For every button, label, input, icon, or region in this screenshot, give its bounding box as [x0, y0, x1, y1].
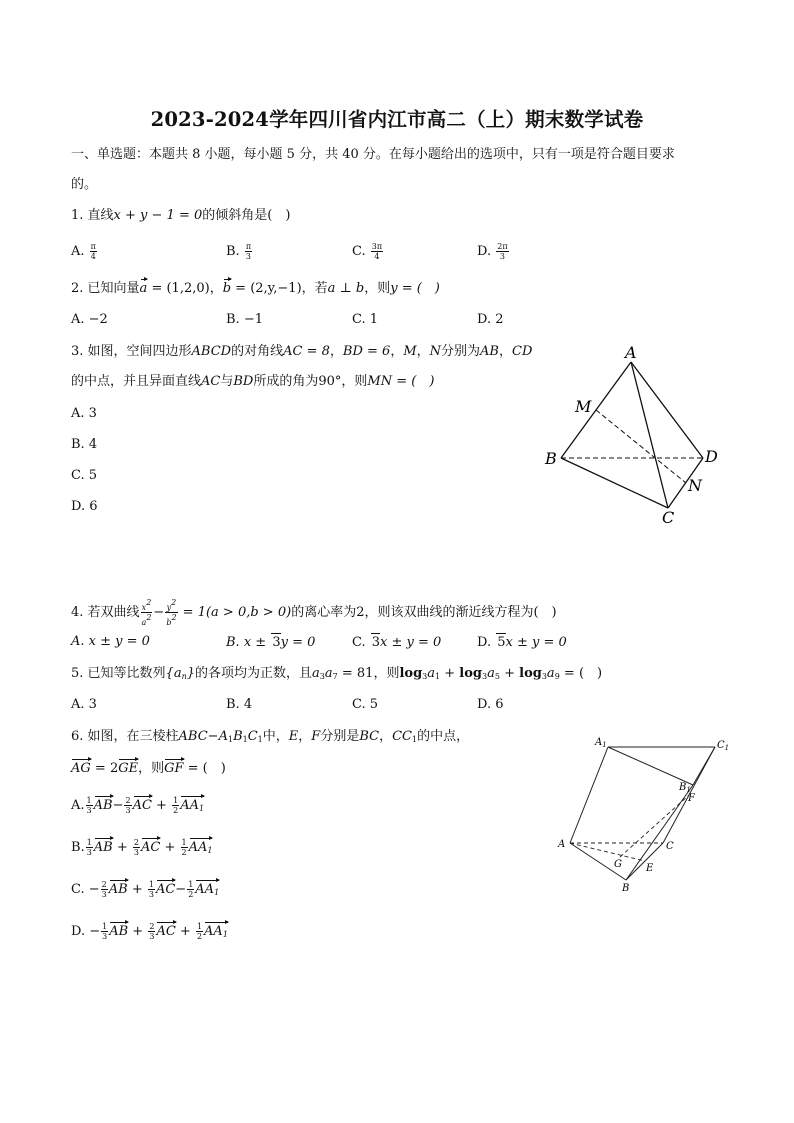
page-title: 2023-2024学年四川省内江市高二（上）期末数学试卷: [150, 108, 644, 131]
label-b: B: [545, 449, 557, 468]
q4-option-c[interactable]: C. 3x ± y = 0: [352, 635, 442, 650]
label-a: A: [625, 343, 637, 362]
fraction: $\frac{2\pi}{3}$: [497, 242, 508, 261]
fraction: $\frac{\pi}{3}$: [245, 242, 252, 261]
q2-prefix: 2. 已知向量: [71, 281, 140, 296]
section-header-line1: 一、单选题：本题共 8 小题，每小题 5 分，共 40 分。在每小题给出的选项中，只有一项是符合题目要求: [71, 147, 675, 162]
label-e: E: [646, 863, 654, 874]
option-label: C.: [352, 244, 366, 259]
q2-option-a[interactable]: A. −2: [71, 312, 108, 327]
segment-gf: [620, 795, 689, 857]
vector-b: b: [222, 281, 232, 296]
q1-option-d[interactable]: [477, 242, 510, 261]
question-6-line1: 6. 如图，在三棱柱$ABC-A_1B_1C_1$中，E，F分别是BC，$CC_1$的中点，: [71, 729, 470, 744]
q4-option-a[interactable]: A. x ± y = 0: [71, 634, 150, 649]
question-6-line2: AG = 2GE，则GF = ( ): [71, 761, 226, 776]
option-label: A.: [71, 244, 85, 259]
q2-b-value: = (2,y,−1)，若: [231, 281, 328, 296]
q2-option-d[interactable]: D. 2: [477, 312, 504, 327]
option-label: B.: [226, 244, 240, 259]
q6-option-c[interactable]: C. − $\frac{2}{3}$ AB + $\frac{1}{3}$ AC− $\frac{1}{2}$ $AA_1$: [71, 880, 219, 902]
label-a: A: [558, 839, 566, 850]
q2-a-value: = (1,2,0)，: [147, 281, 223, 296]
label-m: M: [575, 397, 592, 416]
question-4: 4. 若双曲线 $\frac{x^2}{a^2}$ − $\frac{y^2}{b^2}$ = 1(a > 0,b > 0)的离心率为2，则该双曲线的渐近线方程为( ): [71, 598, 557, 627]
q6-prism-figure: [555, 730, 755, 895]
q3-option-a[interactable]: A. 3: [71, 406, 97, 421]
vector-a: a: [139, 281, 148, 296]
edge-a1a: [570, 747, 608, 843]
q4-option-d[interactable]: D. 5x ± y = 0: [477, 635, 567, 650]
question-1: [71, 207, 290, 225]
q3-option-b[interactable]: B. 4: [71, 437, 98, 452]
q5-option-a[interactable]: A. 3: [71, 697, 97, 712]
label-c: C: [666, 841, 674, 852]
q1-prefix: 1. 直线: [71, 208, 114, 223]
edge-b1b: [626, 785, 693, 880]
edge-bc: [626, 843, 663, 880]
q2-perpendicular: a ⊥ b: [327, 281, 365, 296]
fraction: $\frac{3\pi}{4}$: [371, 242, 383, 261]
q1-option-c[interactable]: [352, 242, 384, 261]
q2-y: y = ( ): [390, 281, 440, 296]
q5-option-d[interactable]: D. 6: [477, 697, 504, 712]
edge-ac: [631, 362, 668, 508]
q6-option-d[interactable]: D. − $\frac{1}{3}$ AB + $\frac{2}{3}$ AC + $\frac{1}{2}$ $AA_1$: [71, 922, 228, 944]
label-b1: $B_1$: [679, 782, 691, 794]
label-c1: $C_1$: [717, 740, 730, 752]
question-2: [71, 280, 440, 298]
fraction: $\frac{\pi}{4}$: [90, 242, 96, 261]
q5-option-b[interactable]: B. 4: [226, 697, 253, 712]
label-d: D: [705, 447, 718, 466]
edge-a1b1: [608, 747, 693, 785]
question-3-line1: 3. 如图，空间四边形ABCD的对角线AC = 8，BD = 6，M，N分别为AB，CD: [71, 344, 533, 359]
label-n: N: [688, 476, 702, 495]
section-header-line2: 的。: [71, 177, 98, 192]
q1-option-b[interactable]: [226, 242, 253, 261]
q6-option-b[interactable]: B. $\frac{1}{3}$ AB + $\frac{2}{3}$ AC + $\frac{1}{2}$ $AA_1$: [71, 838, 212, 860]
q1-expression: x + y − 1 = 0: [113, 208, 203, 223]
q5-option-c[interactable]: C. 5: [352, 697, 379, 712]
label-b: B: [622, 883, 630, 894]
q2-suffix: ，则: [364, 281, 391, 296]
question-3-line2: 的中点，并且异面直线AC与BD所成的角为90°，则MN = ( ): [71, 374, 435, 389]
segment-mn: [596, 410, 686, 483]
q2-option-b[interactable]: B. −1: [226, 312, 263, 327]
label-a1: $A_1$: [595, 737, 607, 749]
segment-ae: [570, 843, 645, 861]
label-c: C: [662, 508, 675, 527]
option-label: D.: [477, 244, 492, 259]
q3-option-d[interactable]: D. 6: [71, 499, 98, 514]
label-g: G: [614, 859, 622, 870]
edge-bc: [561, 458, 668, 508]
q1-option-a[interactable]: [71, 242, 98, 261]
q6-option-a[interactable]: A. $\frac{1}{3}$ AB− $\frac{2}{3}$ AC + $\frac{1}{2}$ $AA_1$: [71, 796, 204, 818]
q3-option-c[interactable]: C. 5: [71, 468, 98, 483]
q1-suffix: 的倾斜角是( ): [202, 208, 291, 223]
edge-ad: [631, 362, 703, 458]
q3-tetrahedron-figure: [540, 340, 730, 530]
question-5: 5. 已知等比数列$\{a_n\}$的各项均为正数，且$a_3a_7 = 81$，则$\log_3a_1 + \log_3a_5 + \log_3a_9$ = ( ): [71, 666, 603, 681]
label-f: F: [688, 793, 695, 804]
q2-option-c[interactable]: C. 1: [352, 312, 379, 327]
q4-option-b[interactable]: B. x ± 3y = 0: [226, 635, 316, 650]
